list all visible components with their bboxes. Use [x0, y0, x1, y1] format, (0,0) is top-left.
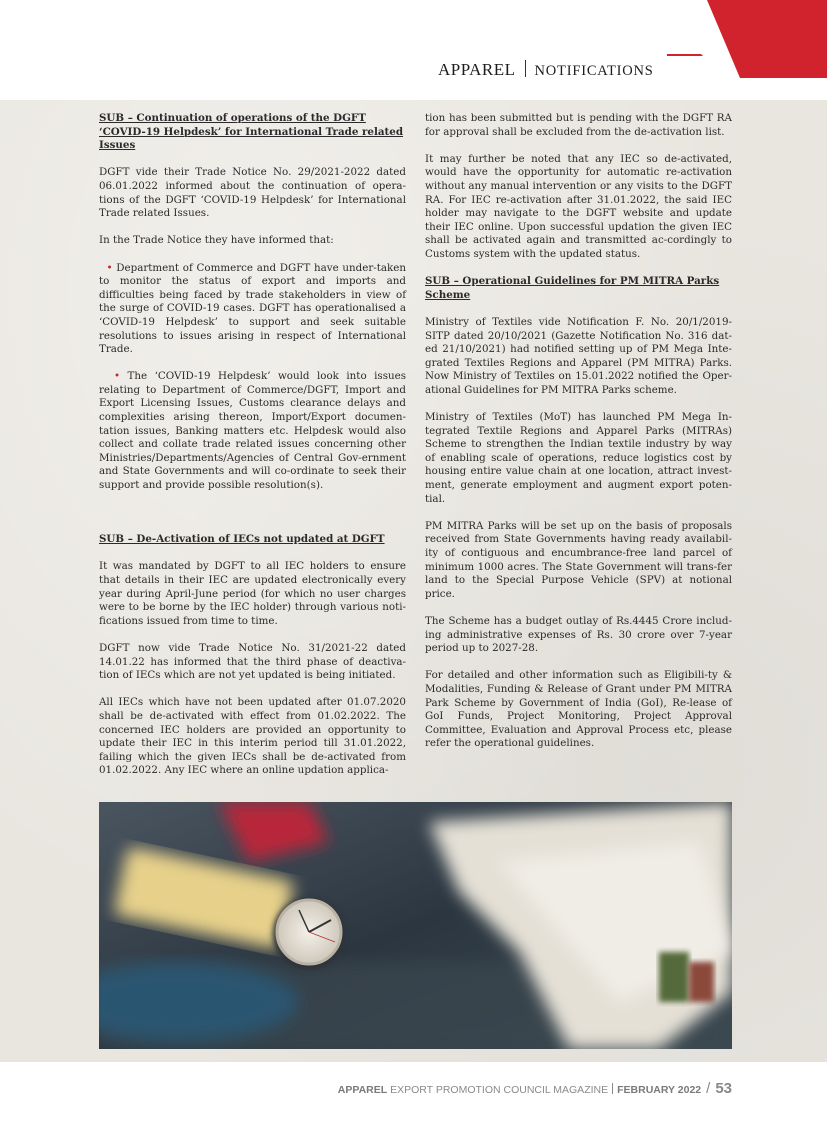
title-divider — [525, 60, 526, 77]
paragraph: PM MITRA Parks will be set up on the basis of proposals received from State Governments having ready availabil-ity of contiguous and encumbrance-free land parcel of minimum 1000 acres. The State Government will trans-fer land to the Special Purpose Vehicle (SPV) at notional price. — [425, 519, 732, 600]
right-column — [425, 112, 732, 765]
paragraph: In the Trade Notice they have informed that: — [99, 234, 334, 247]
paragraph: Ministry of Textiles vide Notification F. No. 20/1/2019-SITP dated 20/10/2021 (Gazette Notification No. 316 dat-ed 21/10/2021) had notified setting up of PM Mega Inte-grated Textiles Regions and Apparel (PM MITRA) Parks. Now Ministry of Textiles on 15.01.2022 notified the Oper-ational Guidelines for PM MITRA Parks scheme. — [425, 315, 732, 396]
footer-slash: / — [706, 1080, 711, 1097]
footer-line — [338, 1080, 732, 1097]
paragraph: It may further be noted that any IEC so de-activated, would have the opportunity for automatic re-activation without any manual intervention or any visits to the DGFT RA. For IEC re-activation after 31.01.2022, the said IEC holder may navigate to the DGFT website and update their IEC online. Upon successful updation the given IEC shall be activated again and transmitted ac-cordingly to Customs system with the updated status. — [425, 152, 732, 260]
paragraph: tion has been submitted but is pending with the DGFT RA for approval shall be excluded from the de-activation list. — [425, 112, 732, 138]
page-footer — [0, 1062, 827, 1122]
bullet-text: Department of Commerce and DGFT have under-taken to monitor the status of export and imports and difficulties being faced by trade stakeholders in view of the surge of COVID-19 cases. DGFT has operationalised a ‘COVID-19 Helpdesk’ to support and seek suitable resolutions to issues arising in respect of International Trade. — [99, 261, 406, 356]
bullet-text: The ‘COVID-19 Helpdesk’ would look into issues relating to Department of Commerce/DGFT, Import and Export Licensing Issues, Customs clearance delays and complexities arising thereon, Import/Export documen-tation issues, Banking matters etc. Helpdesk would also collect and collate trade related issues concerning other Ministries/Departments/Agencies of Central Gov-ernment and State Governments and will co-ordinate to seek their support and provide possible resolution(s). — [99, 370, 406, 492]
page-number: 53 — [715, 1080, 732, 1097]
bullet-icon: • — [106, 261, 113, 274]
bullet-icon: • — [113, 370, 121, 383]
footer-brand: APPAREL — [337, 1084, 388, 1096]
bullet-item — [99, 370, 406, 492]
article-body — [0, 100, 827, 1062]
paragraph: DGFT now vide Trade Notice No. 31/2021-22 dated 14.01.22 has informed that the third phase of deactiva-tion of IECs which are not yet updated is being initiated. — [99, 641, 406, 682]
bullet-item — [99, 262, 406, 357]
footer-divider — [612, 1083, 613, 1094]
section-label: NOTIFICATIONS — [534, 63, 654, 79]
brand-label: APPAREL — [438, 60, 516, 79]
section-title — [438, 60, 654, 80]
paragraph: Ministry of Textiles (MoT) has launched PM Mega In-tegrated Textile Regions and Apparel Parks (MITRAs) Scheme to strengthen the Indian textile industry by way of enabling scale of operations, reduce logistics cost by housing entire value chain at one location, attract invest-ment, generate employment and augment export poten-tial. — [425, 411, 732, 505]
heading-iec-deactivation: SUB – De-Activation of IECs not updated at DGFT — [99, 533, 385, 546]
footer-issue: FEBRUARY 2022 — [617, 1084, 702, 1096]
page-header — [0, 0, 827, 100]
red-corner-graphic — [667, 0, 827, 100]
paragraph: For detailed and other information such as Eligibili-ty & Modalities, Funding & Release of Grant under PM MITRA Park Scheme by Government of India (GoI), Re-lease of GoI Funds, Project Monitoring, Project Approval Committee, Evaluation and Approval Process etc, please refer the operational guidelines. — [425, 669, 732, 750]
left-column — [99, 112, 406, 792]
heading-helpdesk: SUB – Continuation of operations of the DGFT ‘COVID-19 Helpdesk’ for International Trade related Issues — [99, 112, 404, 152]
clock-photo — [99, 802, 732, 1049]
paragraph: DGFT vide their Trade Notice No. 29/2021-2022 dated 06.01.2022 informed about the continuation of opera-tions of the DGFT ‘COVID-19 Helpdesk’ for International Trade related Issues. — [99, 166, 406, 220]
paragraph: The Scheme has a budget outlay of Rs.4445 Crore includ-ing administrative expenses of Rs. 30 crore over 7-year period up to 2027-28. — [425, 614, 732, 655]
footer-magazine: EXPORT PROMOTION COUNCIL MAGAZINE — [390, 1084, 609, 1096]
paragraph: It was mandated by DGFT to all IEC holders to ensure that details in their IEC are updated electronically every year during April-June period (for which no user charges were to be borne by the IEC holder) through various noti-fications issued from time to time. — [99, 560, 406, 627]
paragraph: All IECs which have not been updated after 01.07.2020 shall be de-activated with effect from 01.02.2022. The concerned IEC holders are provided an opportunity to update their IEC in this interim period till 31.01.2022, failing which the given IECs shall be de-activated from 01.02.2022. Any IEC where an online updation applica- — [99, 696, 406, 777]
heading-pm-mitra: SUB – Operational Guidelines for PM MITRA Parks Scheme — [425, 275, 720, 301]
